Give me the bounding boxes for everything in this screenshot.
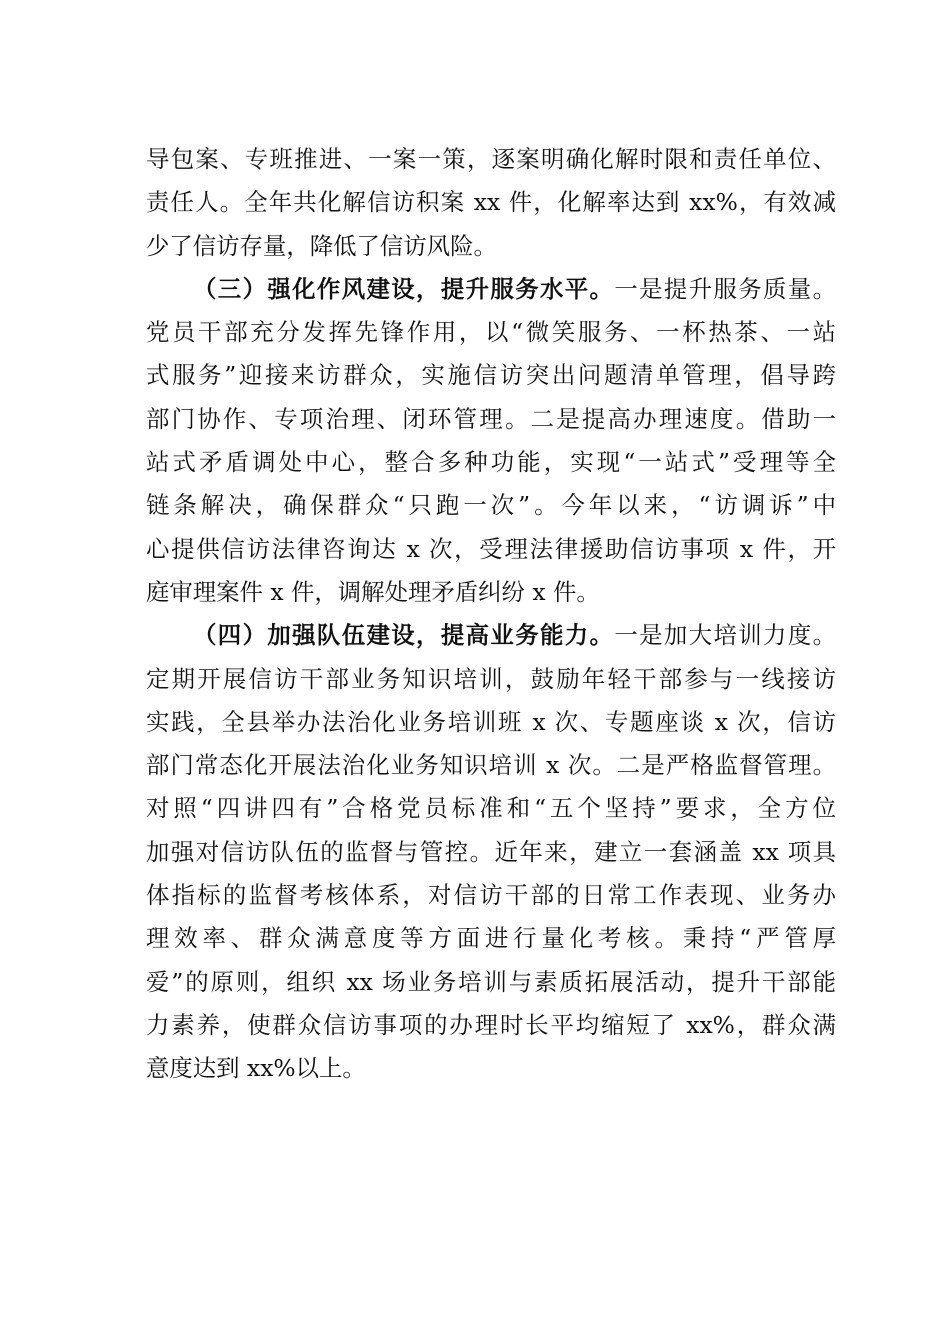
text-line: 力素养，使群众信访事项的办理时长平均缩短了 xx%，群众满 (146, 1010, 836, 1039)
text-line: 体指标的监督考核体系，对信访干部的日常工作表现、业务办 (146, 881, 836, 910)
document-body (146, 138, 836, 1091)
text-line: 导包案、专班推进、一案一策，逐案明确化解时限和责任单位、 (146, 145, 836, 173)
text-line: 心提供信访法律咨询达 x 次，受理法律援助信访事项 x 件，开 (146, 534, 836, 563)
text-line: 实践，全县举办法治化业务培训班 x 次、专题座谈 x 次，信访 (146, 707, 836, 736)
section-heading-line (146, 614, 836, 657)
text-line: 庭审理案件 x 件，调解处理矛盾纠纷 x 件。 (146, 577, 600, 606)
text-line: 式服务”迎接来访群众，实施信访突出问题清单管理，倡导跨 (146, 361, 836, 390)
text-line: 理效率、群众满意度等方面进行量化考核。秉持“严管厚 (146, 924, 836, 953)
text-line: 爱”的原则，组织 xx 场业务培训与素质拓展活动，提升干部能 (146, 967, 836, 996)
section-heading-line (146, 268, 836, 311)
text-span: 一是加大培训力度。 (614, 621, 836, 650)
text-line: 党员干部充分发挥先锋作用，以“微笑服务、一杯热茶、一站 (146, 318, 836, 347)
section-heading: （三）强化作风建设，提升服务水平。 (193, 274, 615, 303)
text-line: 部门协作、专项治理、闭环管理。二是提高办理速度。借助一 (146, 404, 836, 433)
text-line: 意度达到 xx%以上。 (146, 1054, 366, 1083)
text-line: 链条解决，确保群众“只跑一次”。今年以来，“访调诉”中 (146, 491, 836, 520)
text-span: 一是提升服务质量。 (614, 274, 836, 303)
text-line: 站式矛盾调处中心，整合多种功能，实现“一站式”受理等全 (146, 448, 836, 477)
text-line: 责任人。全年共化解信访积案 xx 件，化解率达到 xx%，有效减 (146, 188, 836, 217)
text-line: 定期开展信访干部业务知识培训，鼓励年轻干部参与一线接访 (146, 664, 836, 693)
section-heading: （四）加强队伍建设，提高业务能力。 (193, 621, 615, 650)
text-line: 对照“四讲四有”合格党员标准和“五个坚持”要求，全方位 (146, 794, 836, 823)
text-line: 少了信访存量，降低了信访风险。 (146, 231, 497, 260)
text-line: 加强对信访队伍的监督与管控。近年来，建立一套涵盖 xx 项具 (146, 837, 836, 866)
text-line: 部门常态化开展法治化业务知识培训 x 次。二是严格监督管理。 (146, 751, 836, 780)
